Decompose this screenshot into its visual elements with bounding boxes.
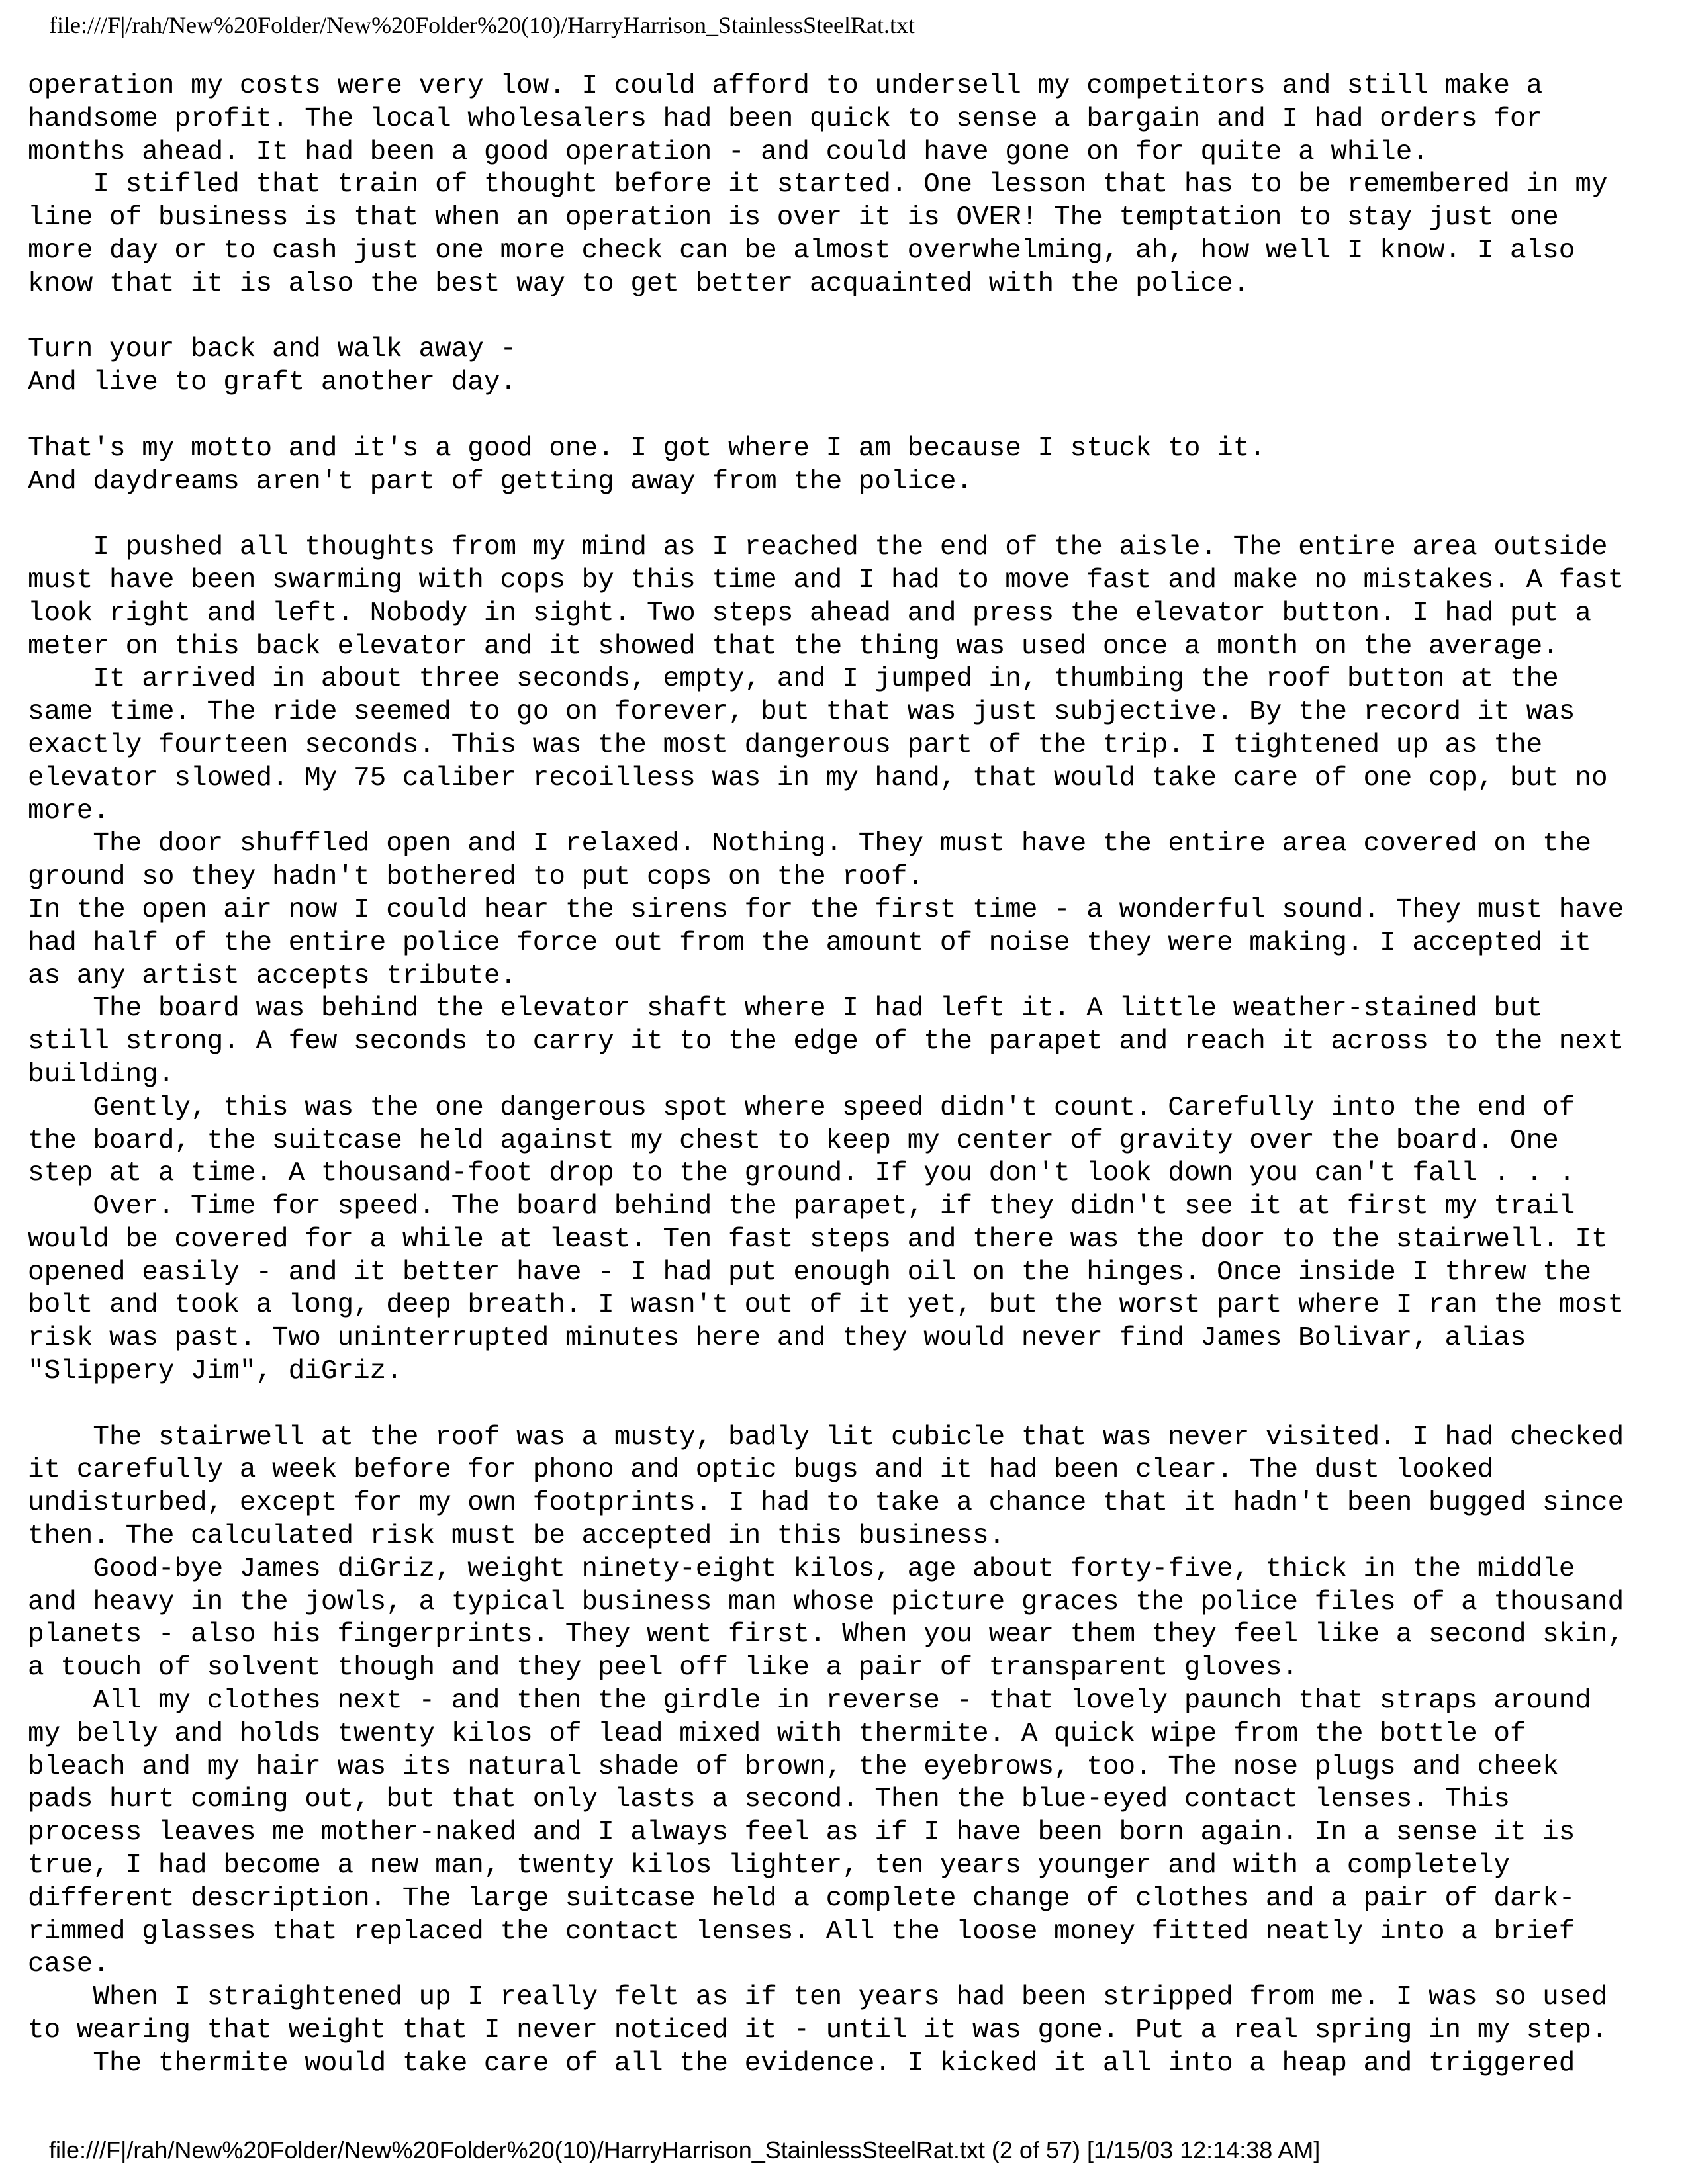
- text-line: still strong. A few seconds to carry it to the edge of the parapet and reach it across to the next: [28, 1026, 1624, 1058]
- text-line: process leaves me mother-naked and I always feel as if I have been born again. In a sense it is: [28, 1817, 1575, 1848]
- text-line: And daydreams aren't part of getting away from the police.: [28, 466, 973, 497]
- text-line: That's my motto and it's a good one. I got where I am because I stuck to it.: [28, 433, 1266, 464]
- text-line: [28, 400, 1669, 433]
- text-line: "Slippery Jim", diGriz.: [28, 1356, 402, 1387]
- text-line: operation my costs were very low. I could afford to undersell my competitors and still make a: [28, 71, 1543, 101]
- text-line: bolt and took a long, deep breath. I wasn't out of it yet, but the worst part where I ran the most: [28, 1290, 1624, 1321]
- text-line: The board was behind the elevator shaft where I had left it. A little weather-stained but: [28, 993, 1543, 1024]
- text-line: I pushed all thoughts from my mind as I reached the end of the aisle. The entire area outside: [28, 532, 1608, 563]
- text-line: [28, 1388, 1669, 1422]
- text-line: The door shuffled open and I relaxed. Nothing. They must have the entire area covered on the: [28, 829, 1591, 860]
- text-line: The stairwell at the roof was a musty, badly lit cubicle that was never visited. I had checked: [28, 1422, 1624, 1453]
- text-line: When I straightened up I really felt as if ten years had been stripped from me. I was so used: [28, 1982, 1608, 2013]
- text-line: had half of the entire police force out from the amount of noise they were making. I accepted it: [28, 927, 1591, 958]
- text-line: risk was past. Two uninterrupted minutes here and they would never find James Bolivar, alias: [28, 1323, 1526, 1354]
- text-line: The thermite would take care of all the evidence. I kicked it all into a heap and triggered: [28, 2048, 1575, 2079]
- text-line: In the open air now I could hear the sirens for the first time - a wonderful sound. They must have: [28, 894, 1624, 925]
- text-line: it carefully a week before for phono and optic bugs and it had been clear. The dust looked: [28, 1455, 1494, 1486]
- text-line: the board, the suitcase held against my chest to keep my center of gravity over the board. One: [28, 1125, 1559, 1156]
- text-line: then. The calculated risk must be accepted in this business.: [28, 1521, 1006, 1552]
- text-line: Turn your back and walk away -: [28, 334, 517, 365]
- text-line: elevator slowed. My 75 caliber recoilless was in my hand, that would take care of one cop, but no: [28, 762, 1608, 794]
- text-line: months ahead. It had been a good operation - and could have gone on for quite a while.: [28, 136, 1429, 167]
- text-line: case.: [28, 1949, 110, 1980]
- text-line: step at a time. A thousand-foot drop to the ground. If you don't look down you can't fall . . .: [28, 1158, 1575, 1189]
- text-line: opened easily - and it better have - I had put enough oil on the hinges. Once inside I threw the: [28, 1257, 1591, 1288]
- text-line: Good-bye James diGriz, weight ninety-eight kilos, age about forty-five, thick in the middle: [28, 1553, 1575, 1584]
- document-body: [28, 70, 1669, 2081]
- text-line: rimmed glasses that replaced the contact lenses. All the loose money fitted neatly into a brief: [28, 1916, 1575, 1947]
- text-line: exactly fourteen seconds. This was the most dangerous part of the trip. I tightened up as the: [28, 729, 1543, 760]
- text-line: my belly and holds twenty kilos of lead mixed with thermite. A quick wipe from the bottle of: [28, 1718, 1526, 1749]
- text-line: know that it is also the best way to get better acquainted with the police.: [28, 268, 1250, 299]
- text-line: true, I had become a new man, twenty kilos lighter, ten years younger and with a completely: [28, 1850, 1510, 1882]
- text-line: different description. The large suitcase held a complete change of clothes and a pair of dark-: [28, 1883, 1575, 1914]
- text-line: must have been swarming with cops by this time and I had to move fast and make no mistakes. A fast: [28, 565, 1624, 596]
- text-line: meter on this back elevator and it showed that the thing was used once a month on the average.: [28, 631, 1559, 662]
- text-line: line of business is that when an operation is over it is OVER! The temptation to stay just one: [28, 203, 1559, 234]
- text-line: handsome profit. The local wholesalers had been quick to sense a bargain and I had orders for: [28, 103, 1543, 134]
- text-line: as any artist accepts tribute.: [28, 960, 517, 991]
- text-line: And live to graft another day.: [28, 367, 517, 398]
- text-line: to wearing that weight that I never noticed it - until it was gone. Put a real spring in my step.: [28, 2015, 1608, 2046]
- text-line: more day or to cash just one more check can be almost overwhelming, ah, how well I know. I also: [28, 235, 1575, 266]
- text-line: look right and left. Nobody in sight. Two steps ahead and press the elevator button. I had put a: [28, 598, 1591, 629]
- text-line: more.: [28, 796, 110, 827]
- text-line: [28, 498, 1669, 531]
- text-line: a touch of solvent though and they peel off like a pair of transparent gloves.: [28, 1653, 1299, 1684]
- text-line: undisturbed, except for my own footprints. I had to take a chance that it hadn't been bugged since: [28, 1488, 1624, 1519]
- page-footer-url: file:///F|/rah/New%20Folder/New%20Folder%20(10)/HarryHarrison_StainlessSteelRat.txt (2 of 57) [1/15/03 12:14:38 AM]: [49, 2136, 1321, 2163]
- text-line: building.: [28, 1059, 175, 1090]
- text-line: [28, 301, 1669, 334]
- page-header-url: file:///F|/rah/New%20Folder/New%20Folder%20(10)/HarryHarrison_StainlessSteelRat.txt: [49, 12, 915, 38]
- text-line: pads hurt coming out, but that only lasts a second. Then the blue-eyed contact lenses. This: [28, 1784, 1510, 1815]
- text-line: All my clothes next - and then the girdle in reverse - that lovely paunch that straps around: [28, 1686, 1591, 1717]
- text-line: bleach and my hair was its natural shade of brown, the eyebrows, too. The nose plugs and cheek: [28, 1751, 1559, 1782]
- text-line: I stifled that train of thought before it started. One lesson that has to be remembered in my: [28, 169, 1608, 201]
- text-line: planets - also his fingerprints. They went first. When you wear them they feel like a second skin,: [28, 1619, 1624, 1651]
- text-line: same time. The ride seemed to go on forever, but that was just subjective. By the record it was: [28, 697, 1575, 728]
- text-line: and heavy in the jowls, a typical business man whose picture graces the police files of a thousand: [28, 1586, 1624, 1617]
- text-line: Over. Time for speed. The board behind the parapet, if they didn't see it at first my trail: [28, 1191, 1575, 1222]
- text-line: It arrived in about three seconds, empty, and I jumped in, thumbing the roof button at the: [28, 664, 1559, 695]
- text-line: Gently, this was the one dangerous spot where speed didn't count. Carefully into the end of: [28, 1092, 1575, 1123]
- text-line: ground so they hadn't bothered to put cops on the roof.: [28, 862, 924, 893]
- text-line: would be covered for a while at least. Ten fast steps and there was the door to the stairwell. It: [28, 1224, 1608, 1255]
